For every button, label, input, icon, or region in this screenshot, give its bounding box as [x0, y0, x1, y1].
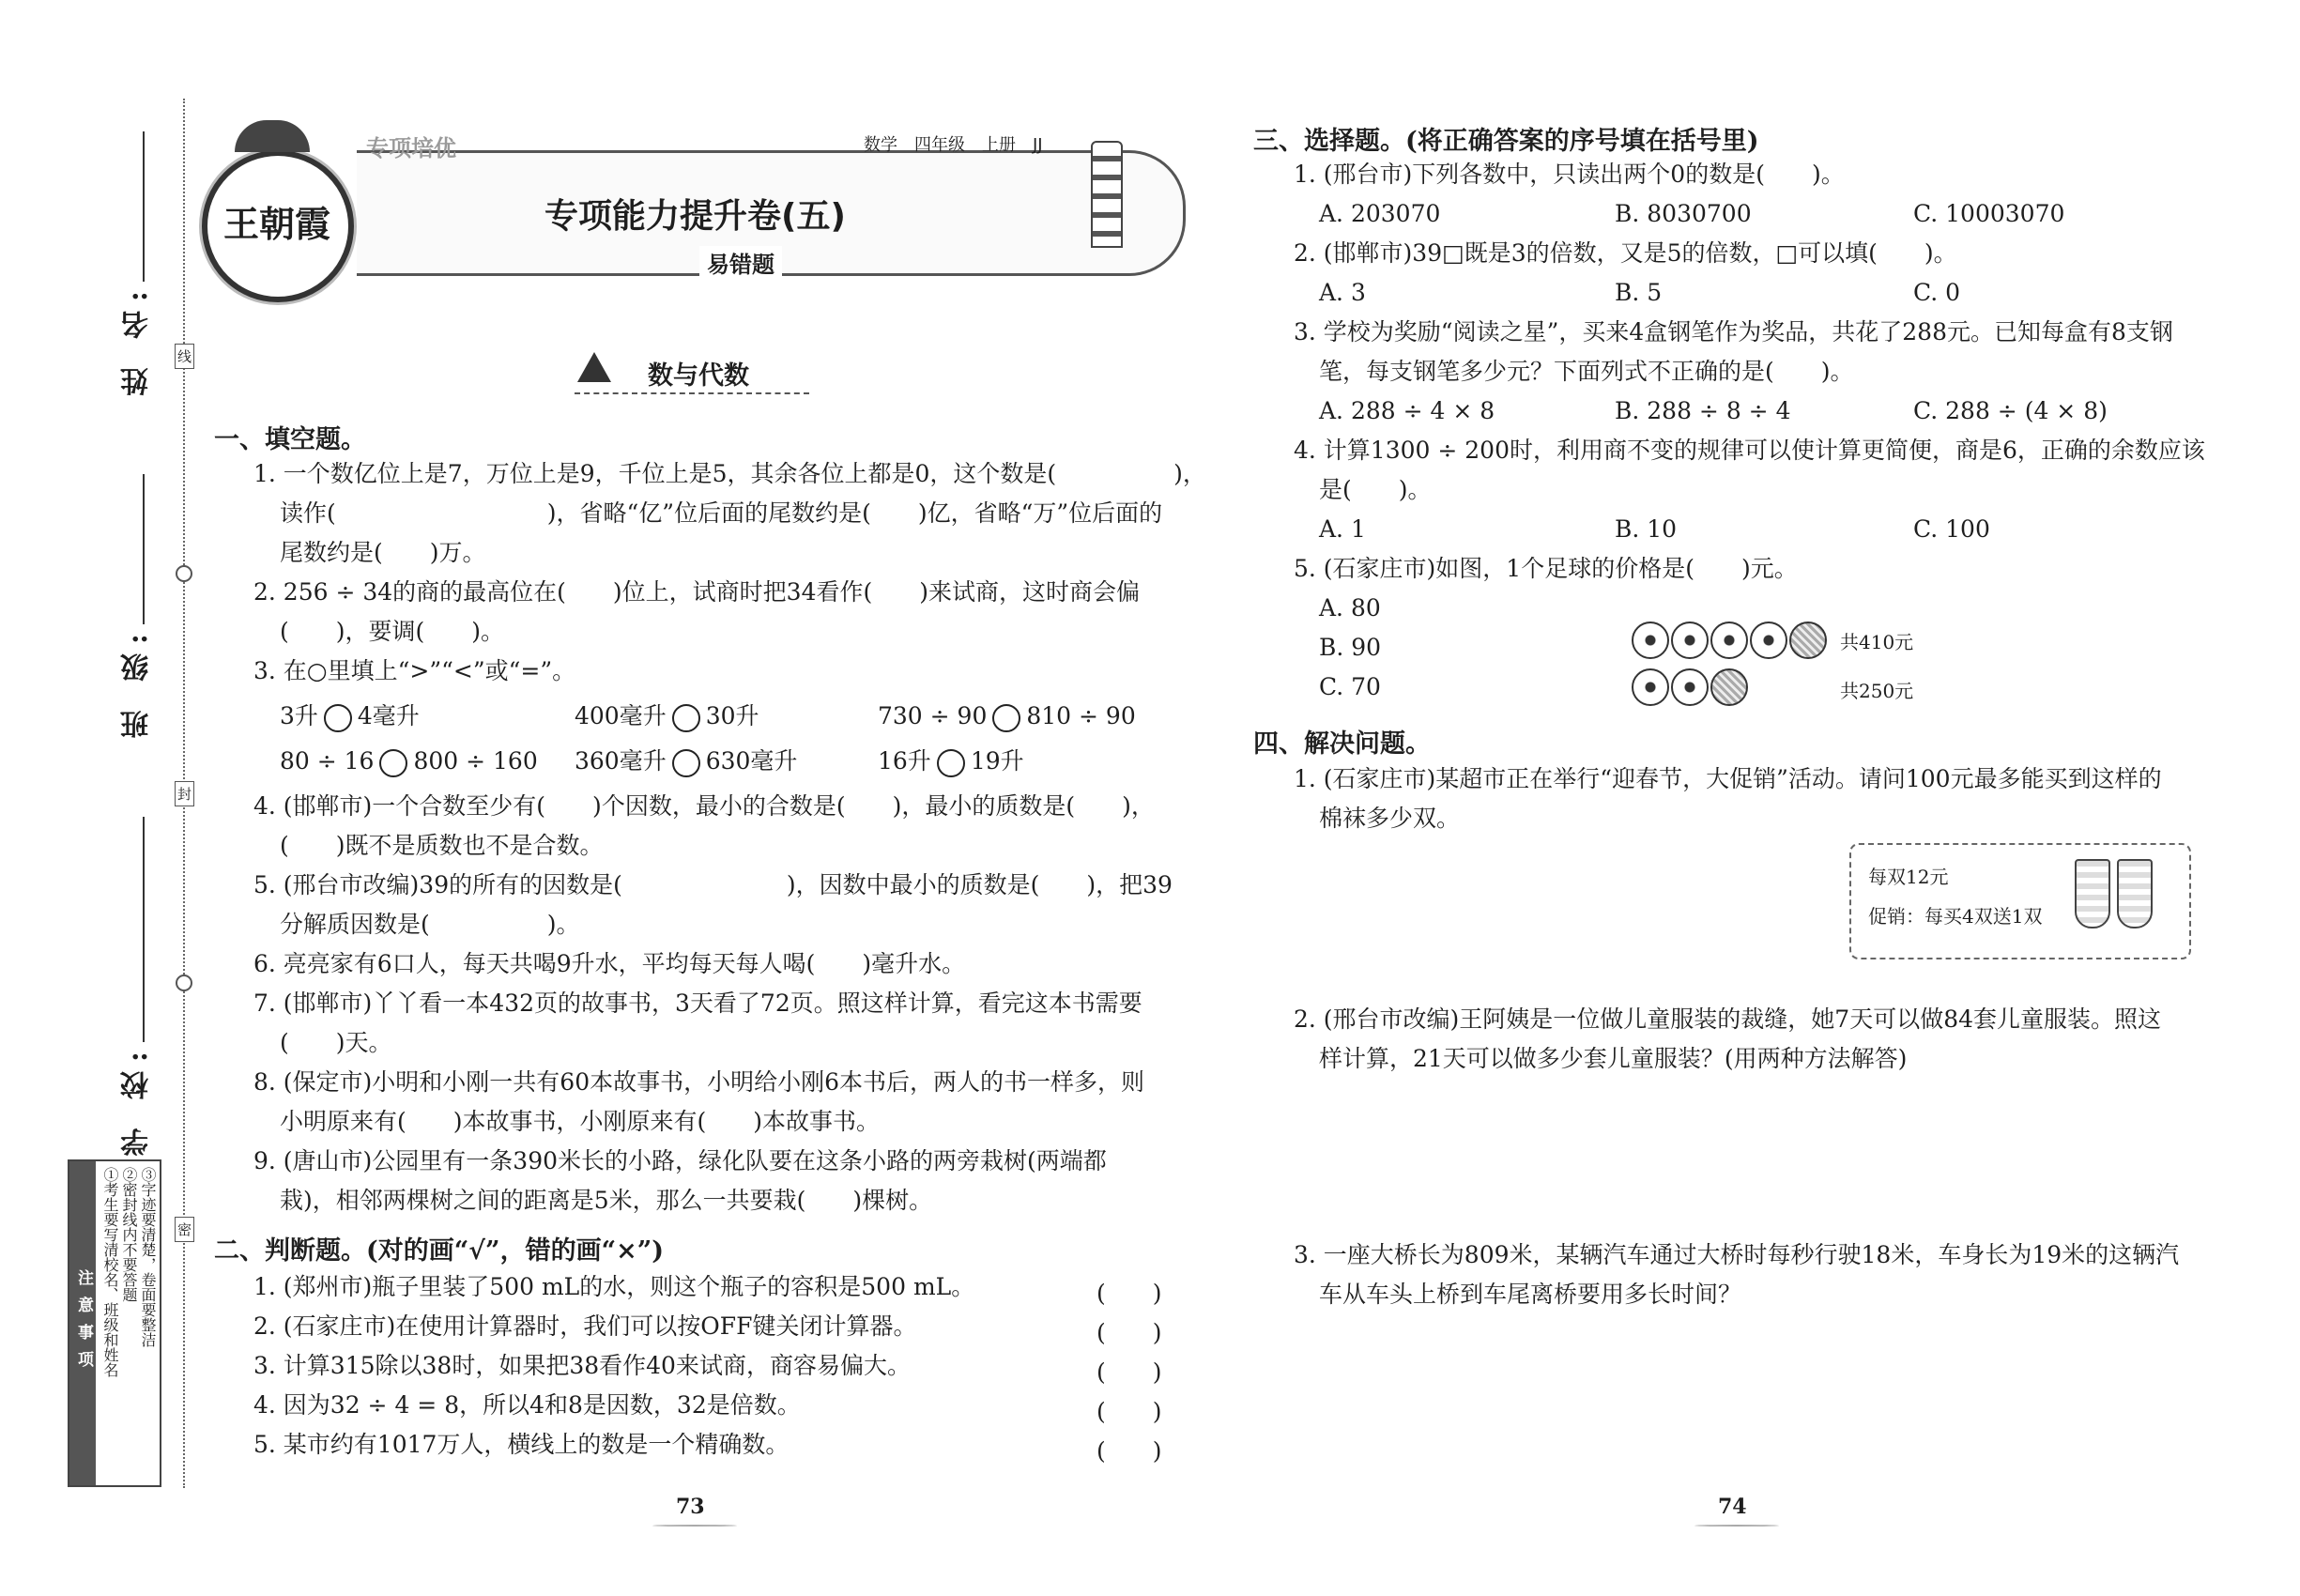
choice-q3-line1: 3. 学校为奖励“阅读之星”，买来4盒钢笔作为奖品，共花了288元。已知每盒有8支钢 [1294, 318, 2173, 345]
brand-name: 王朝霞 [222, 203, 330, 245]
soccer-ball-icon [1671, 668, 1709, 706]
p1-line-7: ( )既不是质数也不是合数。 [280, 832, 604, 859]
school-label: 学 校: [121, 1042, 154, 1157]
name-line [143, 131, 145, 282]
sock-icon [2117, 859, 2153, 928]
page-number-right: 74 [1718, 1495, 1747, 1519]
p1-line-6: 4. (邯郸市)一个合数至少有( )个因数，最小的合数是( )，最小的质数是( )， [253, 792, 1155, 820]
choice-q1: 1. (邢台市)下列各数中，只读出两个0的数是( )。 [1294, 161, 1845, 188]
class-label: 班 级: [121, 624, 154, 739]
choice-q2-opt-b: B. 5 [1615, 279, 1663, 306]
choice-q4-opt-b: B. 10 [1615, 515, 1678, 543]
judge-item-3: 3. 计算315除以38时，如果把38看作40来试商，商容易偏大。 [253, 1352, 911, 1379]
note-1: ①考生要写清校名、班级和姓名 [101, 1167, 119, 1377]
judge-paren[interactable]: ( ) [1096, 1319, 1162, 1346]
choice-q4-opt-a: A. 1 [1319, 515, 1366, 543]
solve-q3-line2: 车从车头上桥到车尾离桥要用多长时间？ [1319, 1281, 1742, 1308]
part3-title: 三、选择题。(将正确答案的序号填在括号里) [1253, 127, 1759, 156]
compare-item: 16升 19升 [878, 742, 1024, 781]
p1-line-15: 9. (唐山市)公园里有一条390米长的小路，绿化队要在这条小路的两旁栽树(两端都 [253, 1147, 1107, 1174]
note-2: ②密封线内不要答题 [120, 1167, 138, 1302]
judge-paren[interactable]: ( ) [1096, 1398, 1162, 1425]
p1-line-14: 小明原来有( )本故事书，小刚原来有( )本故事书。 [280, 1108, 881, 1135]
choice-q4-line2: 是( )。 [1319, 476, 1432, 503]
cut-mark-seal: 封 [175, 781, 194, 806]
soccer-ball-icon [1632, 668, 1669, 706]
cut-mark-close: 密 [175, 1217, 194, 1242]
part2-title: 二、判断题。(对的画“√”，错的画“×”) [214, 1236, 665, 1266]
judge-item-4: 4. 因为32 ÷ 4 = 8，所以4和8是因数，32是倍数。 [253, 1391, 801, 1419]
compare-circle[interactable] [324, 704, 352, 732]
p1-line-12: ( )天。 [280, 1029, 392, 1056]
soccer-ball-icon [1710, 622, 1748, 659]
note-3: ③字迹要清楚，卷面要整洁 [139, 1167, 157, 1347]
p1-line-5: 3. 在○里填上“>”“<”或“=”。 [253, 657, 576, 684]
section-banner: 数与代数 [648, 361, 749, 391]
page-number-left: 73 [676, 1495, 705, 1519]
choice-q3-opt-a: A. 288 ÷ 4 × 8 [1319, 397, 1495, 424]
choice-q1-opt-a: A. 203070 [1319, 200, 1441, 227]
choice-q5: 5. (石家庄市)如图，1个足球的价格是( )元。 [1294, 555, 1798, 582]
page-title: 专项能力提升卷(五) [544, 197, 846, 236]
soccer-ball-icon [1671, 622, 1709, 659]
p1-line-13: 8. (保定市)小明和小刚一共有60本故事书，小明给小刚6本书后，两人的书一样多，则 [253, 1068, 1145, 1096]
soccer-ball-icon [1750, 622, 1787, 659]
page-subtitle: 易错题 [699, 246, 782, 279]
page-number-right-wave [1694, 1525, 1779, 1527]
choice-q1-opt-b: B. 8030700 [1615, 200, 1752, 227]
sailboat-icon [577, 352, 611, 382]
choice-q2: 2. (邯郸市)39□既是3的倍数，又是5的倍数，□可以填( )。 [1294, 239, 1957, 267]
subject-info: 数学 四年级 上册 JJ [864, 135, 1043, 155]
judge-paren[interactable]: ( ) [1096, 1437, 1162, 1465]
solve-q3-line1: 3. 一座大桥长为809米，某辆汽车通过大桥时每秒行驶18米，车身长为19米的这辆汽 [1294, 1241, 2180, 1268]
judge-item-5: 5. 某市约有1017万人，横线上的数是一个精确数。 [253, 1431, 790, 1458]
soccer-ball-icon [1632, 622, 1669, 659]
compare-item: 80 ÷ 16 800 ÷ 160 [280, 742, 538, 781]
solve-q1-line1: 1. (石家庄市)某超市正在举行“迎春节，大促销”活动。请问100元最多能买到这样的 [1294, 765, 2162, 792]
compare-circle[interactable] [672, 704, 700, 732]
p1-line-8: 5. (邢台市改编)39的所有的因数是( )，因数中最小的质数是( )，把39 [253, 871, 1173, 898]
solve-q2-line2: 样计算，21天可以做多少套儿童服装？(用两种方法解答) [1319, 1045, 1908, 1072]
binding-hole-bottom [176, 974, 192, 991]
choice-q3-opt-c: C. 288 ÷ (4 × 8) [1913, 397, 2108, 424]
judge-paren[interactable]: ( ) [1096, 1280, 1162, 1307]
series-badge: 专项培优 [366, 135, 456, 161]
sock-price: 每双12元 [1868, 866, 1949, 888]
part1-title: 一、填空题。 [214, 425, 366, 454]
p1-line-9: 分解质因数是( )。 [280, 911, 580, 938]
basketball-icon [1789, 622, 1827, 659]
compare-item: 3升 4毫升 [280, 697, 420, 736]
solve-q2-line1: 2. (邢台市改编)王阿姨是一位做儿童服装的裁缝，她7天可以做84套儿童服装。照这 [1294, 1005, 2162, 1033]
cut-mark-line: 线 [175, 344, 194, 369]
class-line [143, 474, 145, 624]
notes-box [68, 1159, 161, 1487]
section-banner-underline [575, 392, 809, 394]
choice-q3-opt-b: B. 288 ÷ 8 ÷ 4 [1615, 397, 1791, 424]
school-line [143, 817, 145, 1042]
p1-line-1: 读作( )，省略“亿”位后面的尾数约是( )亿，省略“万”位后面的 [280, 499, 1163, 527]
basketball-icon [1710, 668, 1748, 706]
p1-line-0: 1. 一个数亿位上是7，万位上是9，千位上是5，其余各位上都是0，这个数是( )， [253, 460, 1206, 487]
name-label: 姓 名: [121, 282, 154, 396]
p1-line-10: 6. 亮亮家有6口人，每天共喝9升水，平均每天每人喝( )毫升水。 [253, 950, 966, 977]
balls-total-2: 共250元 [1840, 680, 1914, 702]
p1-line-11: 7. (邯郸市)丫丫看一本432页的故事书，3天看了72页。照这样计算，看完这本书需要 [253, 990, 1142, 1017]
choice-q3-line2: 笔，每支钢笔多少元？下面列式不正确的是( )。 [1319, 358, 1854, 385]
sock-promo: 促销：每买4双送1双 [1868, 905, 2043, 928]
page-number-left-wave [652, 1525, 737, 1527]
choice-q4-line1: 4. 计算1300 ÷ 200时，利用商不变的规律可以使计算更简便，商是6，正确的余数应该 [1294, 437, 2205, 464]
choice-q5-opt-b: B. 90 [1319, 634, 1382, 661]
choice-q1-opt-c: C. 10003070 [1913, 200, 2065, 227]
p1-line-3: 2. 256 ÷ 34的商的最高位在( )位上，试商时把34看作( )来试商，这时商会偏 [253, 578, 1140, 606]
part4-title: 四、解决问题。 [1253, 729, 1431, 759]
p1-line-2: 尾数约是( )万。 [280, 539, 486, 566]
choice-q5-opt-c: C. 70 [1319, 673, 1381, 700]
choice-q2-opt-c: C. 0 [1913, 279, 1961, 306]
balls-total-1: 共410元 [1840, 631, 1914, 653]
compare-item: 360毫升 630毫升 [575, 742, 797, 781]
judge-paren[interactable]: ( ) [1096, 1358, 1162, 1386]
binding-hole-top [176, 565, 192, 582]
compare-item: 730 ÷ 90 810 ÷ 90 [878, 697, 1136, 736]
judge-item-1: 1. (郑州市)瓶子里装了500 mL的水，则这个瓶子的容积是500 mL。 [253, 1273, 975, 1300]
p1-line-16: 栽)，相邻两棵树之间的距离是5米，那么一共要栽( )棵树。 [280, 1187, 933, 1214]
compare-circle[interactable] [992, 704, 1020, 732]
notes-title: 注意事项 [69, 1161, 96, 1485]
sock-icon [2075, 859, 2110, 928]
lighthouse-icon [1091, 141, 1123, 248]
compare-circle[interactable] [937, 749, 965, 777]
judge-item-2: 2. (石家庄市)在使用计算器时，我们可以按OFF键关闭计算器。 [253, 1312, 917, 1340]
solve-q1-line2: 棉袜多少双。 [1319, 805, 1461, 832]
compare-circle[interactable] [379, 749, 407, 777]
compare-item: 400毫升 30升 [575, 697, 759, 736]
choice-q4-opt-c: C. 100 [1913, 515, 1990, 543]
compare-circle[interactable] [672, 749, 700, 777]
p1-line-4: ( )，要调( )。 [280, 618, 505, 645]
choice-q2-opt-a: A. 3 [1319, 279, 1366, 306]
choice-q5-opt-a: A. 80 [1319, 594, 1381, 622]
brand-crown [235, 120, 310, 152]
